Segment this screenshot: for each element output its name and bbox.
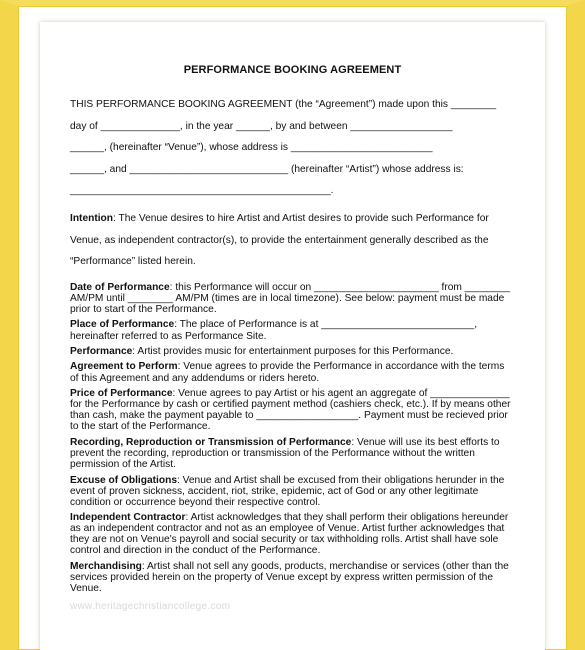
section-excuse-of-obligations (70, 475, 515, 508)
section-label: Recording, Reproduction or Transmission of Performance (70, 436, 352, 448)
intro-block (70, 94, 515, 202)
intention-paragraph (70, 208, 515, 273)
section-label: Excuse of Obligations (70, 474, 177, 486)
section-text: : this Performance will occur on ______________________ from ________ AM/PM until ________ AM/PM (times are in local timezone). See below: payment must be made prior to start of the Performance. (70, 281, 511, 315)
section-text: : Venue agrees to provide the Performance in accordance with the terms of this Agreement and any addendums or riders hereto. (70, 361, 505, 384)
intro-line: ______________________________________________. (70, 185, 334, 197)
agreement-document (70, 64, 515, 599)
section-text: : The place of Performance is at ___________________________, hereinafter referred to as Performance Site. (70, 319, 478, 342)
section-label: Independent Contractor (70, 512, 186, 524)
section-text: : Venue and Artist shall be excused from their obligations herunder in the event of proven sickness, accident, riot, strike, epidemic, act of God or any other legitimate condition or occurrence beyond their respective control. (70, 474, 505, 508)
intro-line: ______, and ____________________________ (hereinafter “Artist”) whose address is: (70, 163, 464, 175)
section-text: : Venue will use its best efforts to prevent the recording, reproduction or transmission of the Performance without the written permission of the Artist. (70, 436, 500, 471)
section-label: Intention (70, 212, 114, 224)
section-agreement-to-perform (70, 361, 515, 383)
section-price-of-performance (70, 388, 515, 432)
document-title: PERFORMANCE BOOKING AGREEMENT (183, 64, 402, 76)
section-label: Price of Performance (70, 388, 173, 400)
section-recording (70, 437, 515, 470)
section-label: Place of Performance (70, 319, 175, 331)
section-merchandising (70, 561, 515, 594)
section-text: : Artist acknowledges that they shall perform their obligations hereunder as an independent contractor and not as an employee of Venue. Artist further acknowledges that they are not on Venue's payroll and social security or tax withholding rolls. Artist shall have sole control and direction in the conduct of the Performance. (70, 512, 509, 557)
section-independent-contractor (70, 512, 515, 556)
section-label: Performance (70, 346, 133, 357)
watermark: www.heritagechristiancollege.com (70, 601, 231, 612)
section-label: Merchandising (70, 560, 142, 572)
intro-line: day of ______________, in the year ______, by and between __________________ (70, 120, 453, 132)
section-text: : Venue agrees to pay Artist or his agent an aggregate of ______________ for the Performance by cash or certified payment method (cashiers check, etc.). If by means other than cash, make the payment payable to __________________. Payment must be recieved prior to the start of the Performance. (70, 388, 511, 433)
intro-line: THIS PERFORMANCE BOOKING AGREEMENT (the “Agreement”) made upon this ________ (70, 99, 497, 110)
section-text: : The Venue desires to hire Artist and Artist desires to provide such Performance for Venue, as independent contractor(s), to provide the entertainment generally described as the “Performance” listed herein. (70, 212, 489, 268)
intro-line: ______, (hereinafter “Venue”), whose address is _________________________ (70, 142, 433, 154)
section-label: Date of Performance (70, 281, 170, 293)
section-place-of-performance (70, 319, 515, 341)
section-date-of-performance (70, 282, 515, 315)
section-performance (70, 346, 515, 357)
section-text: : Artist shall not sell any goods, products, merchandise or services (other than the services provided herein on the property of Venue except by express written permission of the Venue. (70, 560, 509, 595)
section-label: Agreement to Perform (70, 361, 178, 373)
section-text: : Artist provides music for entertainment purposes for this Performance. (132, 346, 454, 357)
